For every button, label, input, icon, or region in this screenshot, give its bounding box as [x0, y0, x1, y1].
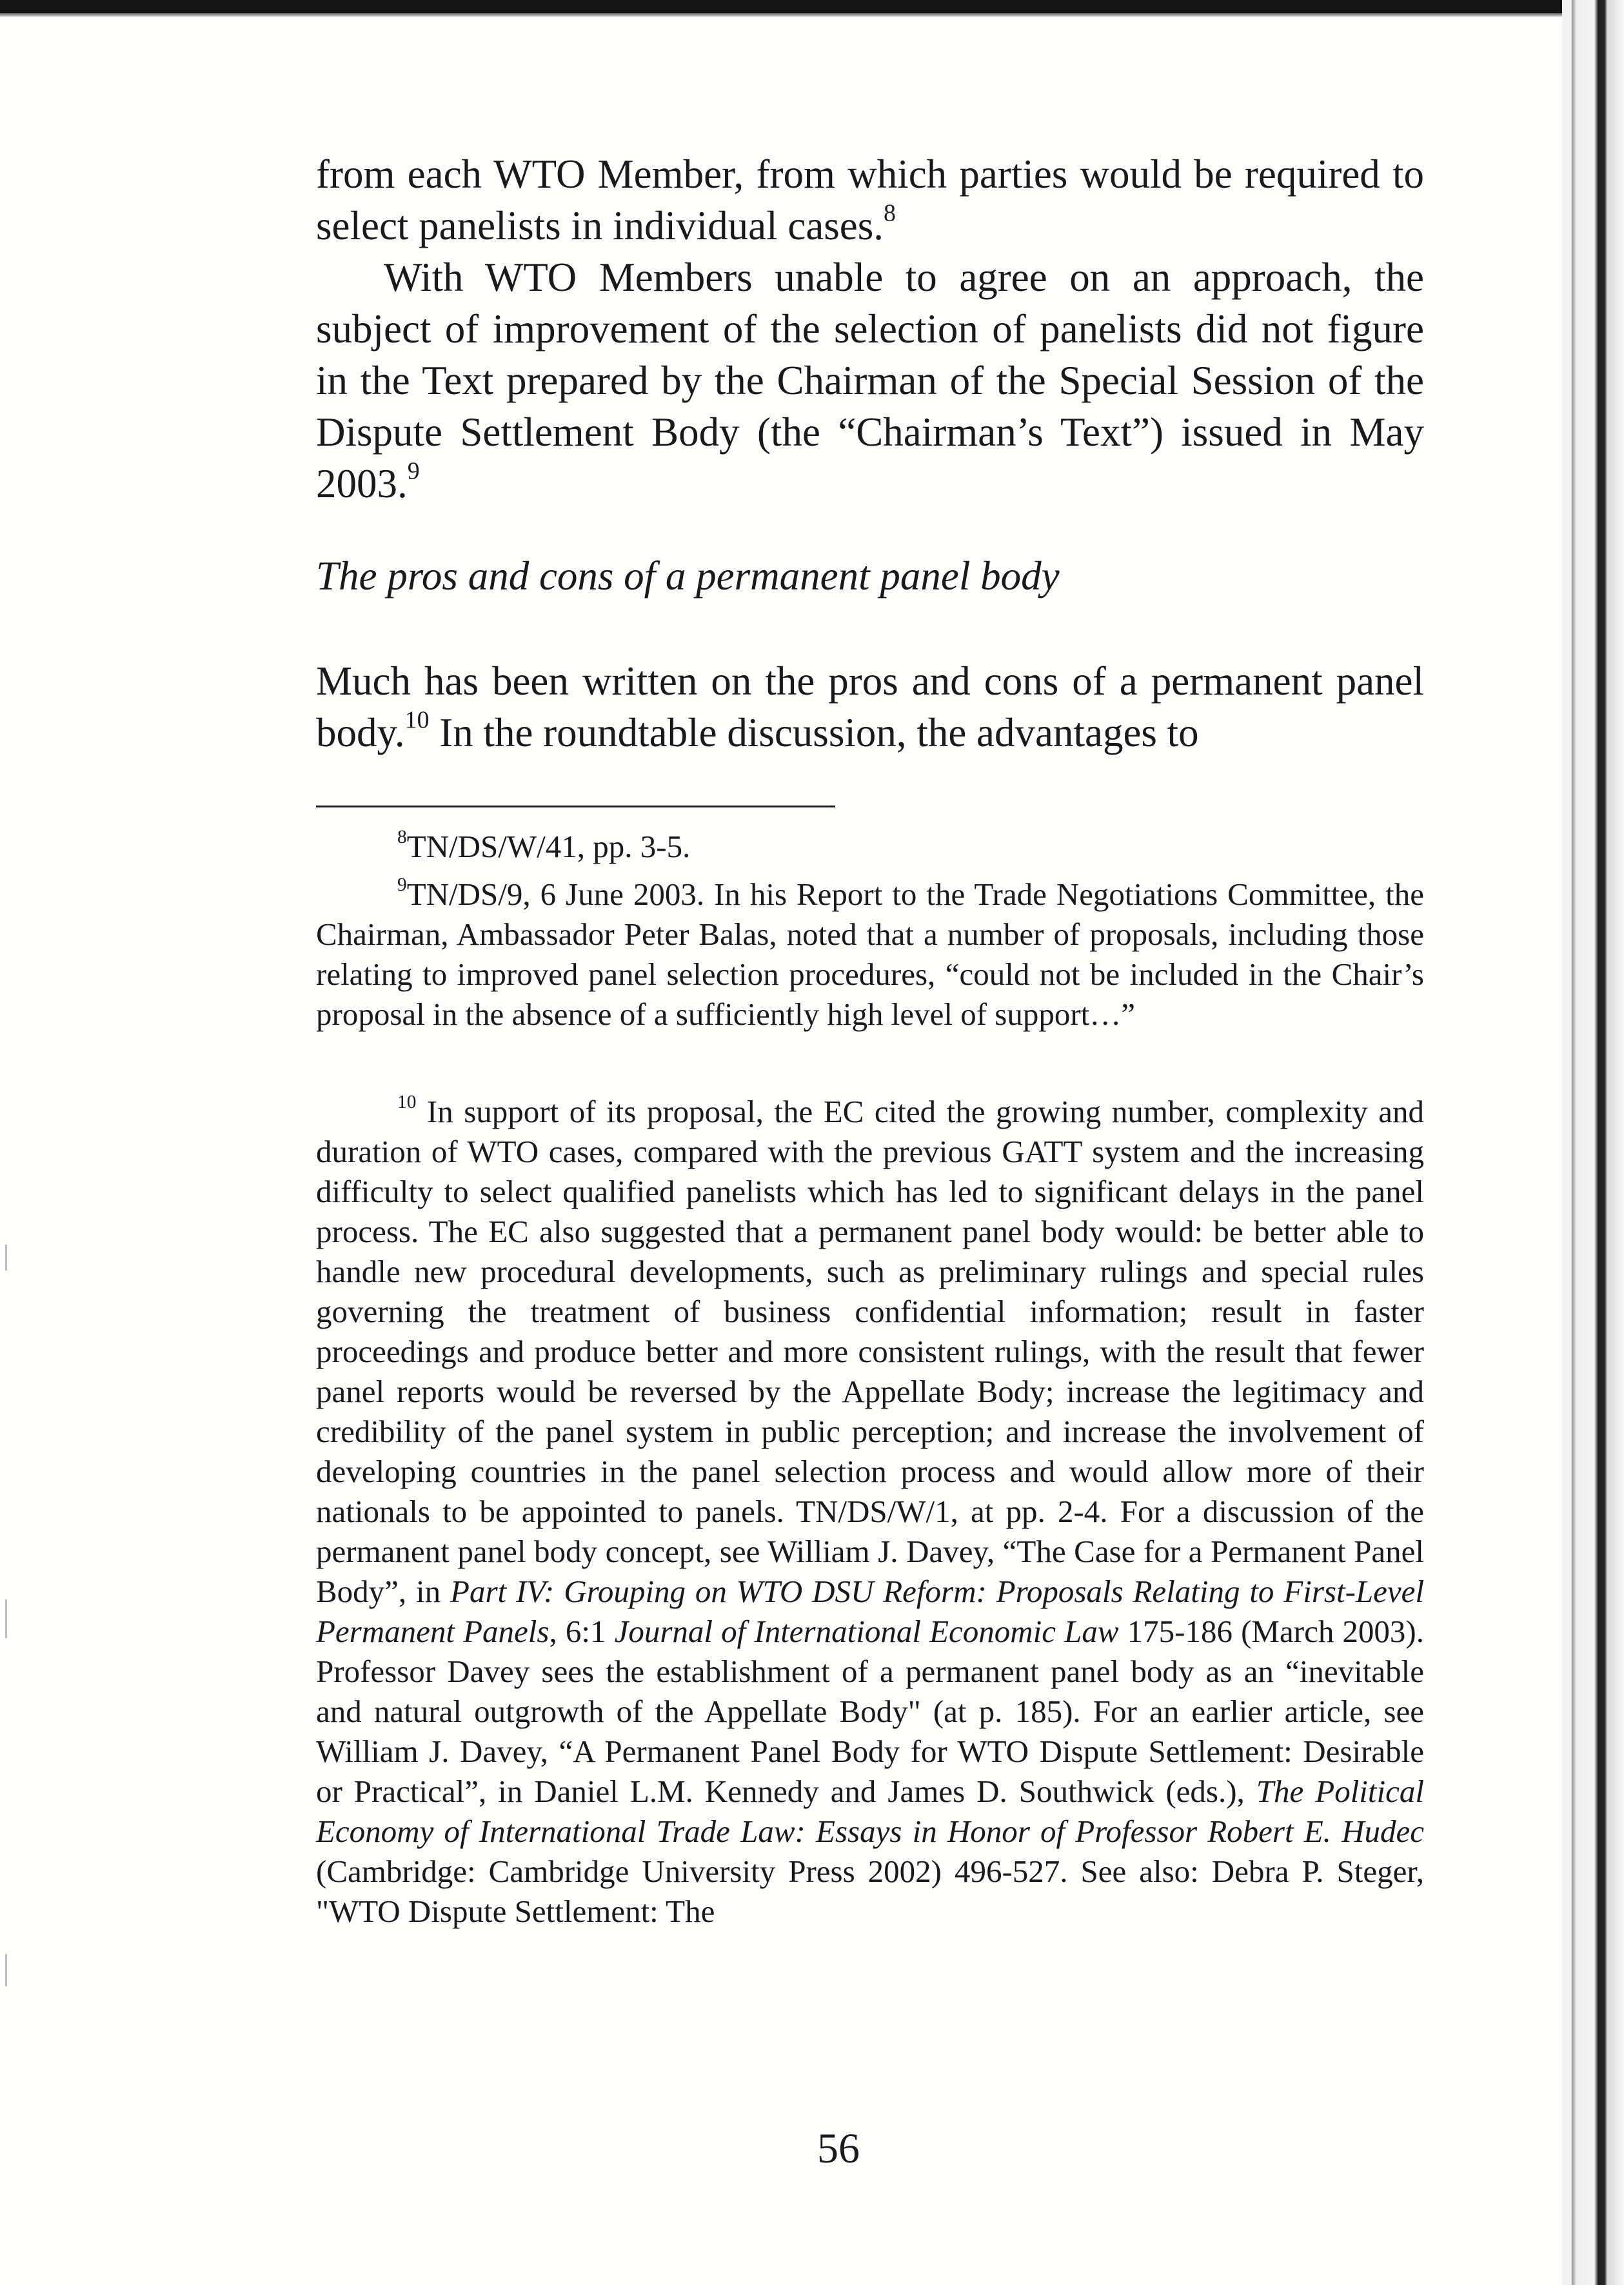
footnote-text: , 6:1	[549, 1614, 615, 1649]
scan-speck	[5, 1245, 7, 1271]
footnote-text: (Cambridge: Cambridge University Press 2002) 496-527. See also: Debra P. Steger, "WTO Dispute Settlement: The	[316, 1854, 1424, 1929]
footnote-ref-10[interactable]: 10	[404, 706, 430, 734]
footnote-number: 10	[397, 1091, 417, 1113]
scan-speck	[5, 1954, 7, 1986]
footnote-number: 8	[397, 826, 407, 847]
page-number: 56	[817, 2125, 860, 2172]
footnote-citation-title: Part IV: Grouping on WTO DSU Reform: Proposals Relating to First-Level Permanent Panels	[316, 1574, 1425, 1649]
paragraph-text: In the roundtable discussion, the advantages to	[429, 710, 1199, 755]
paragraph-text: With WTO Members unable to agree on an approach, the subject of improvement of the selection of panelists did not figure in the Text prepared by the Chairman of the Special Session of the Dispute Settlement Body (the “Chairman’s Text”) issued in May 2003.	[316, 255, 1424, 506]
footnote-ref-9[interactable]: 9	[407, 457, 420, 485]
footnote-text: 175-186 (March 2003). Professor Davey sees the establishment of a permanent panel body as an “inevitable and natural outgrowth of the Appellate Body" (at p. 185). For an earlier article, see William J. Davey, “A Permanent Panel Body for WTO Dispute Settlement: Desirable or Practical”, in Daniel L.M. Kennedy and James D. Southwick (eds.),	[316, 1614, 1424, 1809]
footnote-number: 9	[397, 874, 407, 895]
scan-top-shadow	[0, 13, 1624, 17]
footnote-book-title: The Political Economy of International Trade Law: Essays in Honor of Professor Robert E. Hudec	[316, 1774, 1425, 1849]
footnote-text: In support of its proposal, the EC cited the growing number, complexity and duration of WTO cases, compared with the previous GATT system and the increasing difficulty to select qualified panelists which has led to significant delays in the panel process. The EC also suggested that a permanent panel body would: be better able to handle new procedural developments, such as preliminary rulings and special rules governing the treatment of business confidential information; result in faster proceedings and produce better and more consistent rulings, with the result that fewer panel reports would be reversed by the Appellate Body; increase the legitimacy and credibility of the panel system in public perception; and increase the involvement of developing countries in the panel selection process and would allow more of their nationals to be appointed to panels. TN/DS/W/1, at pp. 2-4. For a discussion of the permanent panel body concept, see William J. Davey, “The Case for a Permanent Panel Body”, in	[316, 1094, 1424, 1609]
section-heading: The pros and cons of a permanent panel body	[316, 553, 1060, 598]
scan-speck	[5, 1599, 7, 1638]
paragraph-text: from each WTO Member, from which parties would be required to select panelists in individual cases.	[316, 152, 1424, 248]
footnote-journal-title: Journal of International Economic Law	[614, 1614, 1119, 1649]
footnote-ref-8[interactable]: 8	[884, 199, 896, 227]
footnote-9	[316, 875, 1424, 1034]
scan-top-border	[0, 0, 1624, 13]
body-paragraph-2	[316, 252, 1424, 509]
footnote-text: TN/DS/9, 6 June 2003. In his Report to the Trade Negotiations Committee, the Chairman, Ambassador Peter Balas, noted that a number of proposals, including those relating to improved panel selection procedures, “could not be included in the Chair’s proposal in the absence of a sufficiently high level of support…”	[316, 876, 1424, 1032]
footnote-10	[316, 1092, 1424, 1932]
footnote-text: TN/DS/W/41, pp. 3-5.	[406, 829, 691, 864]
footnote-8	[316, 827, 1424, 867]
body-paragraph-1	[316, 148, 1424, 252]
paragraph-text: Much has been written on the pros and cons of a permanent panel body.	[316, 658, 1424, 755]
book-spine-edge	[1562, 0, 1624, 2285]
footnote-separator	[316, 806, 835, 807]
body-paragraph-3	[316, 655, 1424, 758]
